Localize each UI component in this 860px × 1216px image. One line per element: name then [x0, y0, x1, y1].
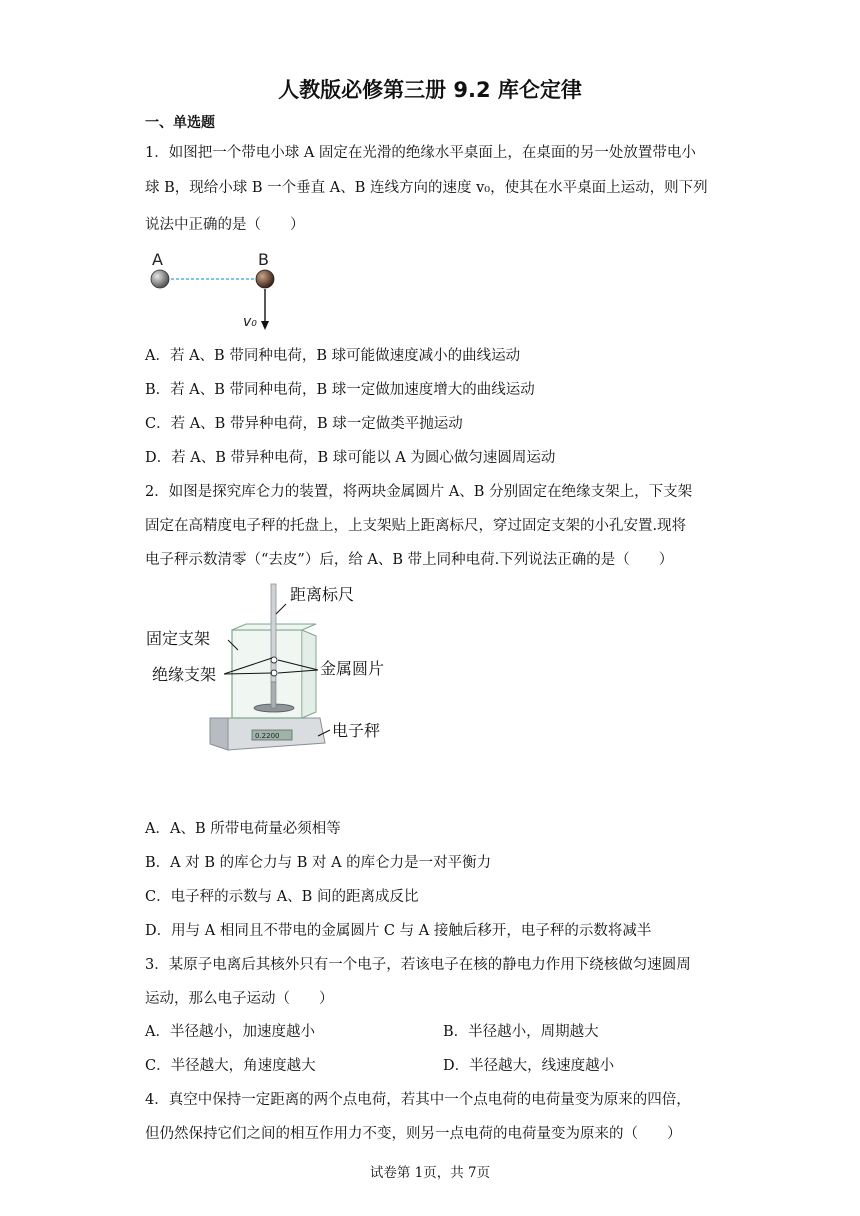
q1-label-b: B — [258, 250, 269, 269]
q1-line-3: 说法中正确的是（ ） — [145, 217, 305, 233]
q3-option-c: C．半径越大，角速度越大 — [145, 1058, 316, 1074]
q3-option-d: D．半径越大，线速度越小 — [443, 1058, 615, 1074]
label-ruler: 距离标尺 — [290, 585, 355, 604]
glass-box-side — [302, 630, 316, 718]
q3-line-2: 运动，那么电子运动（ ） — [145, 991, 334, 1007]
q1-option-c: C．若 A、B 带异种电荷，B 球一定做类平抛运动 — [145, 416, 463, 432]
q3-option-a: A．半径越小，加速度越小 — [145, 1024, 315, 1040]
q2-line-1: 2．如图是探究库仑力的装置，将两块金属圆片 A、B 分别固定在绝缘支架上，下支架 — [145, 484, 693, 500]
q1-label-a: A — [152, 250, 163, 269]
q2-option-b: B．A 对 B 的库仑力与 B 对 A 的库仑力是一对平衡力 — [145, 855, 492, 871]
q1-line-2: 球 B，现给小球 B 一个垂直 A、B 连线方向的速度 v₀，使其在水平桌面上运动，则下列 — [145, 180, 708, 196]
q3-option-b: B．半径越小，周期越大 — [443, 1024, 599, 1040]
label-scale: 电子秤 — [332, 721, 381, 740]
q4-line-2: 但仍然保持它们之间的相互作用力不变，则另一点电荷的电荷量变为原来的（ ） — [145, 1126, 682, 1142]
q1-label-v: v₀ — [243, 314, 257, 330]
q4-line-1: 4．真空中保持一定距离的两个点电荷，若其中一个点电荷的电荷量变为原来的四倍， — [145, 1092, 691, 1108]
label-insulated-support: 绝缘支架 — [152, 665, 217, 684]
q2-line-3: 电子秤示数清零（“去皮”）后，给 A、B 带上同种电荷.下列说法正确的是（ ） — [145, 552, 674, 568]
q2-line-2: 固定在高精度电子秤的托盘上，上支架贴上距离标尺，穿过固定支架的小孔安置.现将 — [145, 518, 687, 534]
label-metal-disk: 金属圆片 — [320, 659, 385, 678]
section-heading: 一、单选题 — [145, 115, 215, 131]
ruler-rod — [271, 584, 276, 682]
q2-option-c: C．电子秤的示数与 A、B 间的距离成反比 — [145, 889, 419, 905]
q2-figure — [140, 578, 400, 763]
ball-a — [151, 270, 169, 288]
label-fixed-support: 固定支架 — [146, 629, 211, 648]
page-footer: 试卷第 1页，共 7页 — [369, 1165, 491, 1181]
q1-option-b: B．若 A、B 带同种电荷，B 球一定做加速度增大的曲线运动 — [145, 382, 535, 398]
q1-figure — [140, 245, 290, 333]
lower-support — [271, 682, 276, 708]
q3-line-1: 3．某原子电离后其核外只有一个电子，若该电子在核的静电力作用下绕核做匀速圆周 — [145, 957, 691, 973]
scale-front — [210, 718, 228, 750]
q2-option-d: D．用与 A 相同且不带电的金属圆片 C 与 A 接触后移开，电子秤的示数将减半 — [145, 923, 652, 939]
q1-line-1: 1．如图把一个带电小球 A 固定在光滑的绝缘水平桌面上，在桌面的另一处放置带电小 — [145, 145, 696, 161]
ball-b — [256, 270, 274, 288]
velocity-arrow-head — [261, 321, 269, 330]
scale-reading: 0.2200 — [255, 732, 280, 740]
q1-option-d: D．若 A、B 带异种电荷，B 球可能以 A 为圆心做匀速圆周运动 — [145, 450, 556, 466]
page-title: 人教版必修第三册 9.2 库仑定律 — [278, 78, 582, 102]
q2-option-a: A．A、B 所带电荷量必须相等 — [145, 821, 341, 837]
q1-option-a: A．若 A、B 带同种电荷，B 球可能做速度减小的曲线运动 — [145, 348, 521, 364]
